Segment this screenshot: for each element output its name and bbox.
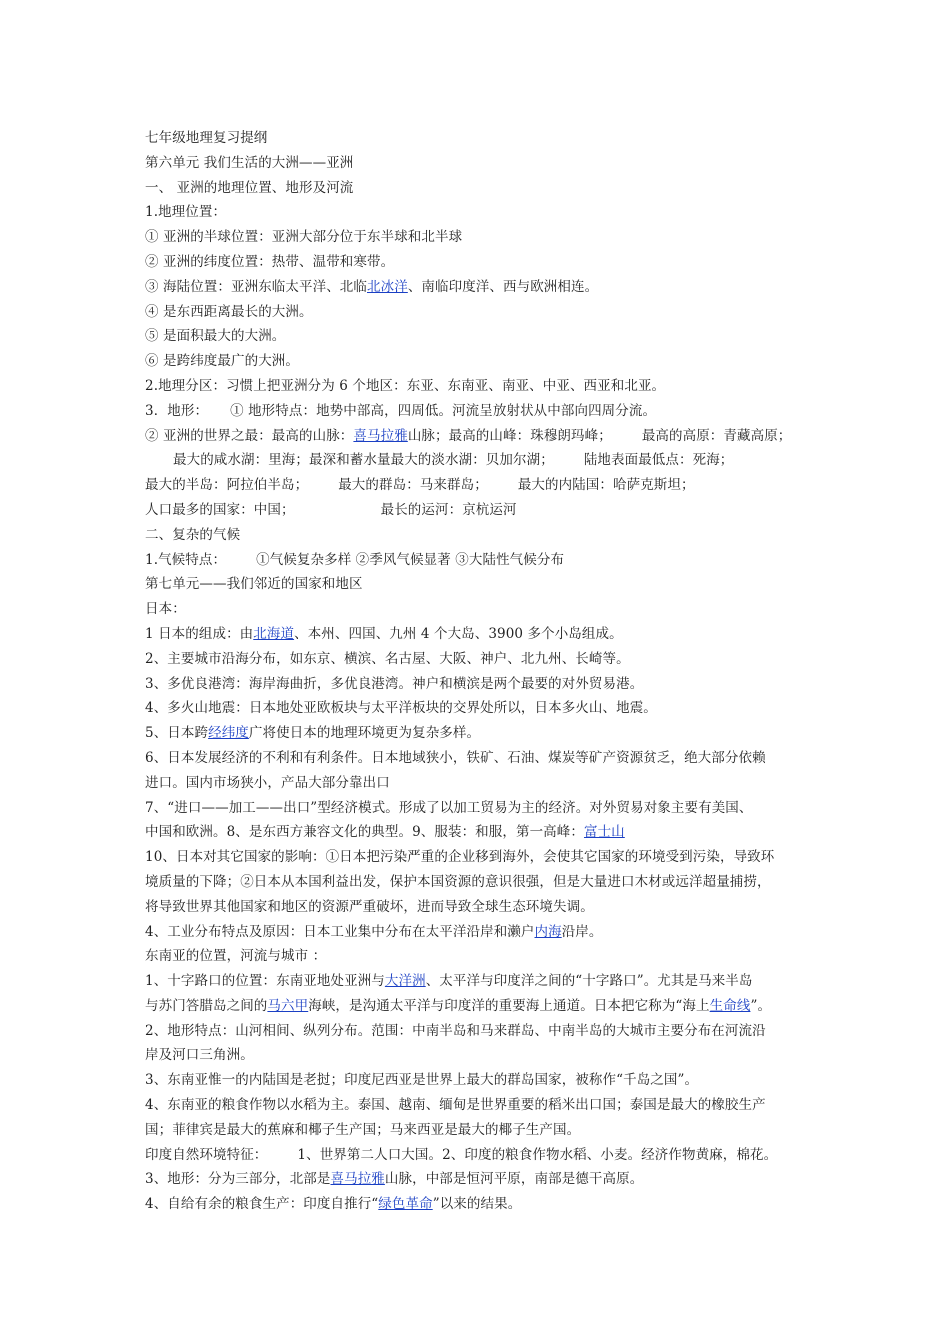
records4-text-b: 最长的运河：京杭运河 — [380, 501, 517, 518]
japan-item-5 — [145, 721, 825, 746]
japan-item-10b: 境质量的下降；②日本从本国利益出发，保护本国资源的意识很强，但是大量进口木材或远洋超量捕捞， — [145, 873, 771, 890]
sea-item-1b — [145, 994, 825, 1019]
geo-position-heading: 1.地理位置： — [145, 204, 227, 221]
link-mount-fuji[interactable]: 富士山 — [583, 824, 625, 841]
records-line-3 — [145, 473, 825, 498]
japan-1-text-b: 、本州、四国、九州 4 个大岛、3900 多个小岛组成。 — [294, 625, 623, 642]
sea-1-text-d: 海峡，是沟通太平洋与印度洋的重要海上通道。日本把它称为“海上 — [308, 997, 710, 1014]
link-latitude-longitude[interactable]: 经纬度 — [208, 725, 249, 742]
point-1: ① 亚洲的半球位置：亚洲大部分位于东半球和北半球 — [145, 229, 463, 246]
section1-heading: 一、 亚洲的地理位置、地形及河流 — [145, 179, 354, 196]
japan-5-text-b: 广将使日本的地理环境更为复杂多样。 — [248, 725, 481, 742]
link-green-revolution[interactable]: 绿色革命 — [378, 1196, 433, 1213]
japan-item-2: 2、主要城市沿海分布，如东京、横滨、名古屋、大阪、神户、北九州、长崎等。 — [145, 650, 630, 667]
india-label: 印度自然环境特征： — [145, 1146, 268, 1163]
japan-heading: 日本： — [145, 601, 186, 618]
link-oceania[interactable]: 大洋洲 — [384, 973, 426, 990]
document-title: 七年级地理复习提纲 — [145, 130, 268, 146]
point-4: ④ 是东西距离最长的大洲。 — [145, 303, 313, 320]
india-3-text-b: 山脉，中部是恒河平原，南部是德干高原。 — [384, 1171, 644, 1188]
sea-item-4b: 国；菲律宾是最大的蕉麻和椰子生产国；马来西亚是最大的椰子生产国。 — [145, 1121, 581, 1138]
records-text-a: ② 亚洲的世界之最：最高的山脉： — [145, 427, 354, 444]
records3-text-a: 最大的半岛：阿拉伯半岛； — [145, 477, 309, 494]
southeast-asia-heading: 东南亚的位置，河流与城市 ： — [145, 948, 327, 965]
link-inland-sea[interactable]: 内海 — [534, 923, 562, 940]
unit6-heading: 第六单元 我们生活的大洲——亚洲 — [145, 154, 354, 171]
japan-item-6b: 进口。国内市场狭小，产品大部分靠出口 — [145, 774, 390, 791]
terrain-label: 3．地形： — [145, 402, 209, 419]
document-body — [145, 126, 825, 1217]
india-4-text-b: ”以来的结果。 — [432, 1196, 522, 1213]
japan-item-3: 3、多优良港湾：海岸海曲折，多优良港湾。神户和横滨是两个最要的对外贸易港。 — [145, 675, 644, 692]
japan-item-10a: 10、日本对其它国家的影响：①日本把污染严重的企业移到海外，会使其它国家的环境受到污染，导致环 — [145, 849, 775, 866]
sea-1-text-c: 与苏门答腊岛之间的 — [145, 997, 268, 1014]
records3-text-b: 最大的群岛：马来群岛； — [338, 477, 488, 494]
japan-item-7b — [145, 820, 825, 845]
japan-item-industry — [145, 920, 825, 945]
link-arctic-ocean[interactable]: 北冰洋 — [367, 278, 408, 295]
sea-1-text-b: 、太平洋与印度洋之间的“十字路口”。尤其是马来半岛 — [425, 973, 753, 990]
climate-label: 1.气候特点： — [145, 551, 227, 568]
terrain-line — [145, 399, 825, 424]
india-3-text-a: 3、地形：分为三部分，北部是 — [145, 1171, 331, 1188]
india-4-text-a: 4、自给有余的粮食生产：印度自推行“ — [145, 1196, 379, 1213]
climate-line — [145, 548, 825, 573]
sea-item-1a — [145, 969, 825, 994]
point-3-text-b: 、南临印度洋、西与欧洲相连。 — [407, 278, 599, 295]
sea-1-text-a: 1、十字路口的位置：东南亚地处亚洲与 — [145, 973, 385, 990]
records2-text-a: 最大的咸水湖：里海；最深和蓄水量最大的淡水湖：贝加尔湖； — [173, 452, 554, 469]
point-2: ② 亚洲的纬度位置：热带、温带和寒带。 — [145, 253, 395, 270]
unit7-heading: 第七单元——我们邻近的国家和地区 — [145, 576, 363, 593]
point-3 — [145, 275, 825, 300]
climate-text: ①气候复杂多样 ②季风气候显著 ③大陆性气候分布 — [256, 551, 565, 568]
japan-7-text-b: 中国和欧洲。8、是东西方兼容文化的典型。9、服装：和服，第一高峰： — [145, 824, 584, 841]
records2-text-b: 陆地表面最低点：死海； — [583, 452, 734, 469]
sea-item-4a: 4、东南亚的粮食作物以水稻为主。泰国、越南、缅甸是世界重要的稻米出口国；泰国是最大的橡胶生产 — [145, 1097, 766, 1114]
japan-item-6a: 6、日本发展经济的不利和有利条件。日本地域狭小，铁矿、石油、煤炭等矿产资源贫乏，绝大部分依赖 — [145, 749, 766, 766]
japan-item-4: 4、多火山地震：日本地处亚欧板块与太平洋板块的交界处所以，日本多火山、地震。 — [145, 700, 657, 717]
link-malacca[interactable]: 马六甲 — [267, 997, 309, 1014]
india-text: 1、世界第二人口大国。2、印度的粮食作物水稻、小麦。经济作物黄麻，棉花。 — [297, 1146, 778, 1163]
link-lifeline[interactable]: 生命线 — [709, 997, 751, 1014]
point-3-text-a: ③ 海陆位置：亚洲东临太平洋、北临 — [145, 278, 367, 295]
records-line-4 — [145, 498, 825, 523]
terrain-text: ① 地形特点：地势中部高，四周低。河流呈放射状从中部向四周分流。 — [230, 402, 657, 419]
section2-heading: 二、复杂的气候 — [145, 526, 241, 543]
japan-item-10c: 将导致世界其他国家和地区的资源严重破坏，进而导致全球生态环境失调。 — [145, 898, 594, 915]
sea-item-2a: 2、地形特点：山河相间、纵列分布。范围：中南半岛和马来群岛、中南半岛的大城市主要分布在河流沿 — [145, 1022, 766, 1039]
point-5: ⑤ 是面积最大的大洲。 — [145, 328, 286, 345]
link-hokkaido[interactable]: 北海道 — [253, 625, 295, 642]
link-himalaya[interactable]: 喜马拉雅 — [353, 427, 408, 444]
records4-text-a: 人口最多的国家：中国； — [145, 501, 295, 518]
sea-item-2b: 岸及河口三角洲。 — [145, 1047, 254, 1064]
records-text-c: 最高的高原：青藏高原； — [641, 427, 792, 444]
regions-line: 2.地理分区：习惯上把亚洲分为 6 个地区：东亚、东南亚、南亚、中亚、西亚和北亚。 — [145, 377, 666, 394]
records3-text-c: 最大的内陆国：哈萨克斯坦； — [517, 477, 695, 494]
link-himalaya-2[interactable]: 喜马拉雅 — [330, 1171, 385, 1188]
records-line-2 — [145, 448, 825, 473]
point-6: ⑥ 是跨纬度最广的大洲。 — [145, 353, 299, 370]
japan-item-1 — [145, 622, 825, 647]
india-item-3 — [145, 1167, 825, 1192]
sea-1-text-e: ”。 — [750, 997, 772, 1014]
japan-industry-text-b: 沿岸。 — [561, 923, 603, 940]
japan-item-7a: 7、“进口——加工——出口”型经济模式。形成了以加工贸易为主的经济。对外贸易对象主要有美国、 — [145, 799, 753, 816]
records-text-b: 山脉；最高的山峰：珠穆朗玛峰； — [407, 427, 612, 444]
records-line-1 — [145, 424, 825, 449]
india-heading-line — [145, 1143, 825, 1168]
japan-5-text-a: 5、日本跨 — [145, 725, 209, 742]
sea-item-3: 3、东南亚惟一的内陆国是老挝；印度尼西亚是世界上最大的群岛国家，被称作“千岛之国”。 — [145, 1072, 699, 1089]
india-item-4 — [145, 1192, 825, 1217]
japan-industry-text-a: 4、工业分布特点及原因：日本工业集中分布在太平洋沿岸和濑户 — [145, 923, 535, 940]
japan-1-text-a: 1 日本的组成：由 — [145, 625, 254, 642]
